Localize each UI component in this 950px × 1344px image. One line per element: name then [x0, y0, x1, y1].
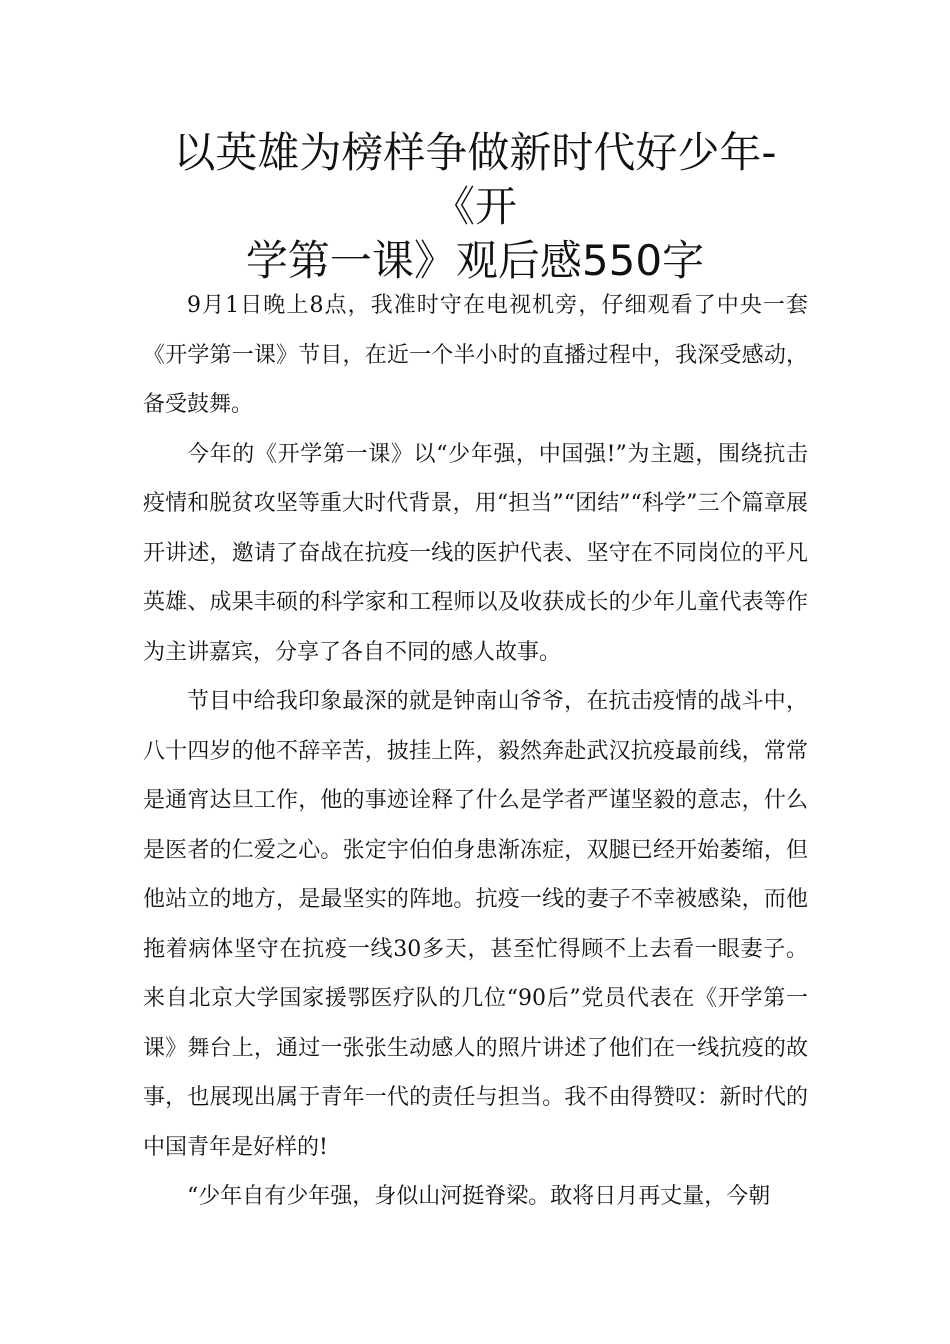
title-line-2: 学第一课》观后感550字 — [245, 236, 705, 285]
document-body — [143, 281, 808, 1222]
paragraph-2: 今年的《开学第一课》以“少年强，中国强!”为主题，围绕抗击疫情和脱贫攻坚等重大时代背景，用“担当”“团结”“科学”三个篇章展开讲述，邀请了奋战在抗疫一线的医护代表、坚守在不同岗位的平凡英雄、成果丰硕的科学家和工程师以及收获成长的少年儿童代表等作为主讲嘉宾，分享了各自不同的感人故事。 — [143, 441, 808, 665]
document-title — [140, 126, 810, 288]
paragraph-1: 9月1日晚上8点，我准时守在电视机旁，仔细观看了中央一套《开学第一课》节目，在近一个半小时的直播过程中，我深受感动，备受鼓舞。 — [143, 293, 808, 417]
paragraph-4: “少年自有少年强，身似山河挺脊梁。敢将日月再丈量，今朝 — [187, 1184, 771, 1209]
paragraph-3: 节目中给我印象最深的就是钟南山爷爷，在抗击疫情的战斗中，八十四岁的他不辞辛苦，披挂上阵，毅然奔赴武汉抗疫最前线，常常是通宵达旦工作，他的事迹诠释了什么是学者严谨坚毅的意志，什么是医者的仁爱之心。张定宇伯伯身患渐冻症，双腿已经开始萎缩，但他站立的地方，是最坚实的阵地。抗疫一线的妻子不幸被感染，而他拖着病体坚守在抗疫一线30多天，甚至忙得顾不上去看一眼妻子。来自北京大学国家援鄂医疗队的几位“90后”党员代表在《开学第一课》舞台上，通过一张张生动感人的照片讲述了他们在一线抗疫的故事，也展现出属于青年一代的责任与担当。我不由得赞叹：新时代的中国青年是好样的! — [143, 689, 808, 1160]
title-line-1: 以英雄为榜样争做新时代好少年-《开 — [173, 128, 777, 231]
